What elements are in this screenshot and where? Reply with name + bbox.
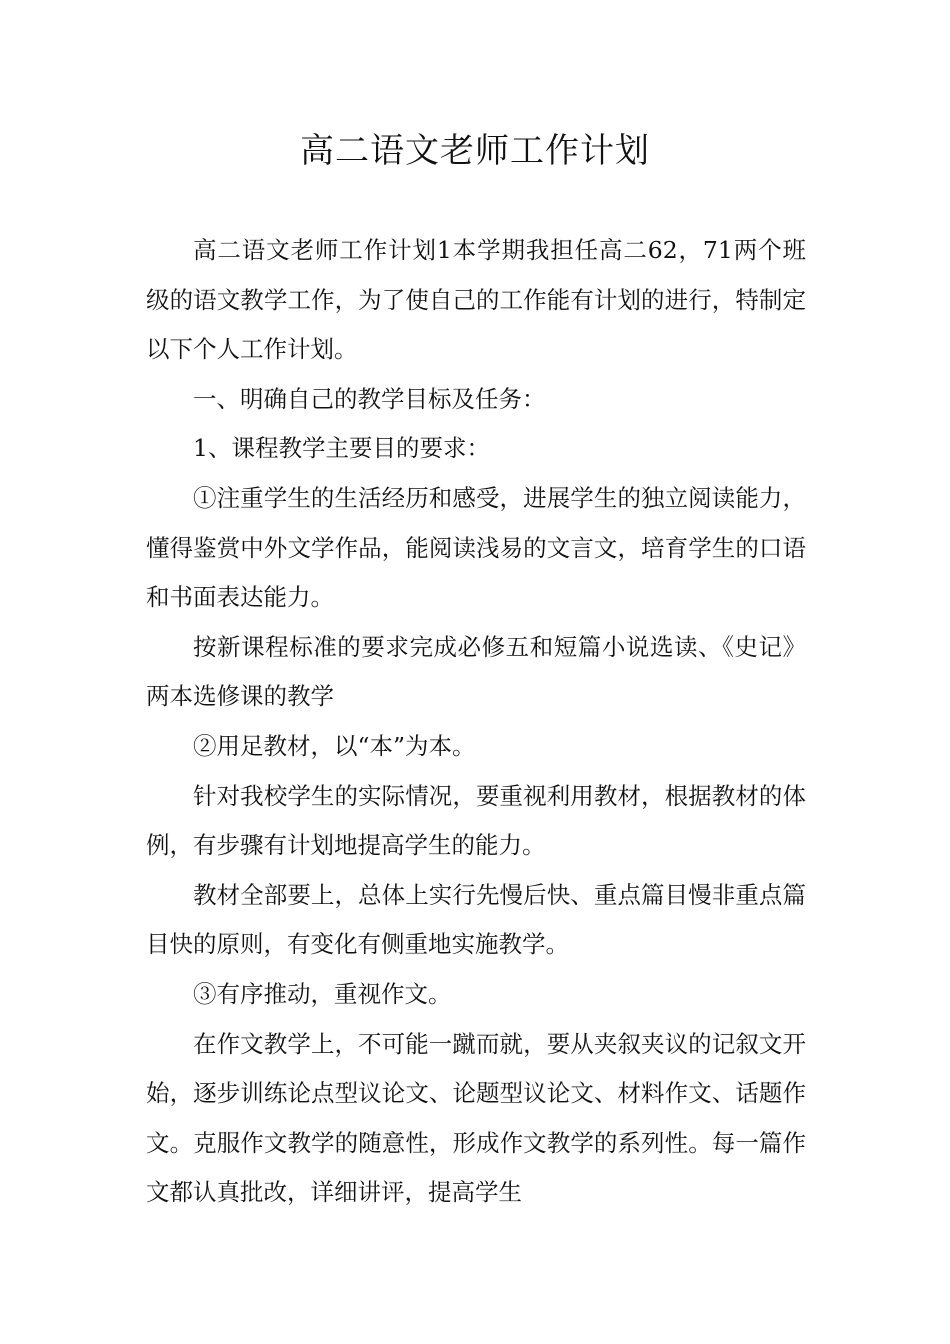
paragraph-point-1: ①注重学生的生活经历和感受，进展学生的独立阅读能力，懂得鉴赏中外文学作品，能阅读浅易的文言文，培育学生的口语和书面表达能力。 [146,483,806,612]
paragraph-writing-teaching: 在作文教学上，不可能一蹴而就，要从夹叙夹议的记叙文开始，逐步训练论点型议论文、论题型议论文、材料作文、话题作文。克服作文教学的随意性，形成作文教学的系列性。每一篇作文都认真批改，详细讲评，提高学生 [146,1029,806,1207]
paragraph-course-requirement: 按新课程标准的要求完成必修五和短篇小说选读、《史记》两本选修课的教学 [146,632,806,711]
paragraph-subsection-1: 1、课程教学主要目的要求： [193,434,490,463]
paragraph-teaching-principle: 教材全部要上，总体上实行先慢后快、重点篇目慢非重点篇目快的原则，有变化有侧重地实施教学。 [146,880,806,959]
document-title: 高二语文老师工作计划 [300,131,650,171]
paragraph-section-1-heading: 一、明确自己的教学目标及任务： [193,384,546,413]
paragraph-point-2: ②用足教材，以“本”为本。 [193,731,476,760]
paragraph-textbook-usage: 针对我校学生的实际情况，要重视利用教材，根据教材的体例，有步骤有计划地提高学生的能力。 [146,781,806,860]
paragraph-point-3: ③有序推动，重视作文。 [193,979,452,1008]
document-body [146,226,806,1218]
paragraph-intro: 高二语文老师工作计划1本学期我担任高二62，71两个班级的语文教学工作，为了使自己的工作能有计划的进行，特制定以下个人工作计划。 [146,236,806,364]
